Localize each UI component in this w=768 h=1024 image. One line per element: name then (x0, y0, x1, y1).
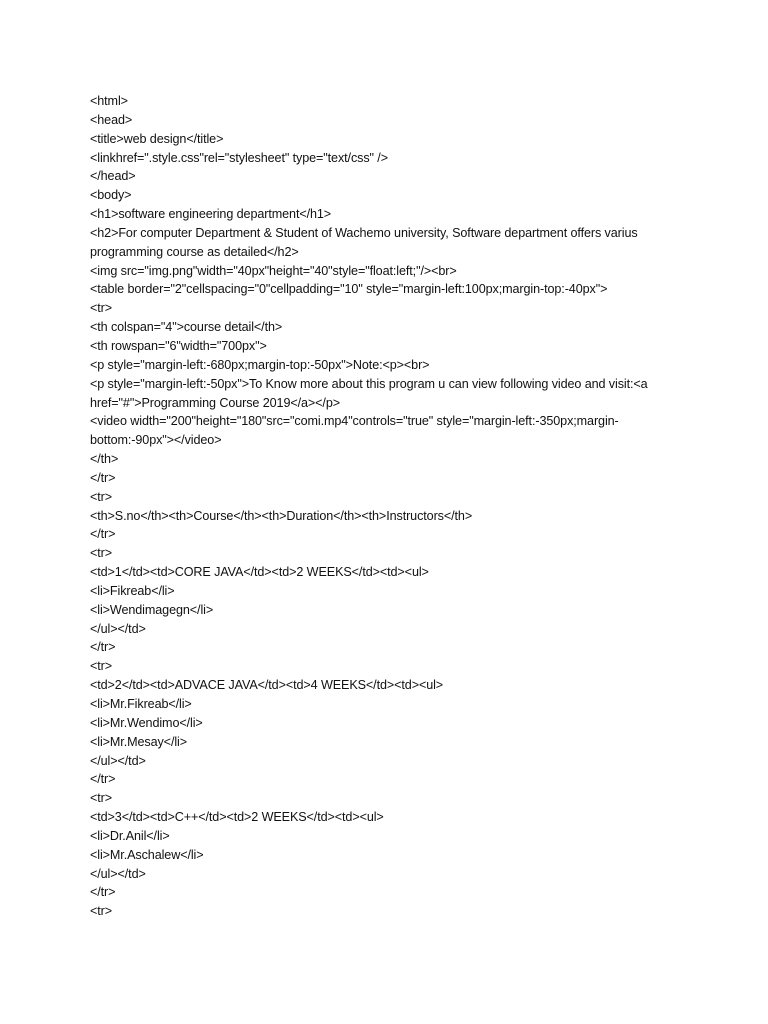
code-line: <li>Mr.Wendimo</li> (90, 715, 203, 730)
code-line: </tr> (90, 640, 116, 655)
code-line: </ul></td> (90, 621, 146, 636)
code-line: programming course as detailed</h2> (90, 244, 299, 259)
code-line: <h2>For computer Department & Student of Wachemo university, Software department offers varius (90, 225, 638, 240)
code-line: <li>Mr.Mesay</li> (90, 734, 187, 749)
code-line: <li>Mr.Aschalew</li> (90, 847, 204, 862)
code-line: <tr> (90, 659, 113, 674)
code-line: <p style="margin-left:-50px">To Know more about this program u can view following video and visit:<a (90, 376, 648, 391)
code-line: </tr> (90, 772, 116, 787)
code-line: <li>Wendimagegn</li> (90, 602, 214, 617)
code-line: <th>S.no</th><th>Course</th><th>Duration</th><th>Instructors</th> (90, 508, 473, 523)
code-line: <p style="margin-left:-680px;margin-top:-50px">Note:<p><br> (90, 357, 430, 372)
code-line: <li>Fikreab</li> (90, 583, 175, 598)
code-line: </th> (90, 452, 119, 467)
code-line: href="#">Programming Course 2019</a></p> (90, 395, 340, 410)
code-line: <title>web design</title> (90, 131, 224, 146)
code-listing (90, 92, 670, 921)
code-line: <li>Mr.Fikreab</li> (90, 697, 192, 711)
code-line: <head> (90, 112, 133, 127)
code-line: <td>1</td><td>CORE JAVA</td><td>2 WEEKS</td><td><ul> (90, 565, 429, 580)
code-line: <td>3</td><td>C++</td><td>2 WEEKS</td><td><ul> (90, 810, 384, 825)
code-line: <h1>software engineering department</h1> (90, 207, 332, 222)
code-line: </ul></td> (90, 753, 146, 768)
code-line: </tr> (90, 527, 116, 542)
code-line: bottom:-90px"></video> (90, 433, 222, 448)
code-line: </tr> (90, 470, 116, 485)
code-line: <table border="2"cellspacing="0"cellpadding="10" style="margin-left:100px;margin-top:-40px"> (90, 282, 608, 297)
code-line: </ul></td> (90, 866, 146, 881)
code-line: <tr> (90, 301, 113, 316)
code-line: <th colspan="4">course detail</th> (90, 320, 283, 335)
code-line: <td>2</td><td>ADVACE JAVA</td><td>4 WEEKS</td><td><ul> (90, 678, 444, 693)
code-line: <video width="200"height="180"src="comi.mp4"controls="true" style="margin-left:-350px;margin- (90, 414, 619, 429)
code-line: <tr> (90, 489, 113, 504)
code-line: <tr> (90, 546, 113, 561)
code-line: <li>Dr.Anil</li> (90, 828, 170, 843)
code-line: <img src="img.png"width="40px"height="40"style="float:left;"/><br> (90, 263, 457, 278)
code-line: </head> (90, 169, 136, 184)
code-line: <body> (90, 188, 132, 203)
code-line: <tr> (90, 904, 113, 919)
code-line: </tr> (90, 885, 116, 900)
code-line: <html> (90, 94, 128, 108)
code-line: <th rowspan="6"width="700px"> (90, 338, 267, 353)
code-line: <linkhref=".style.css"rel="stylesheet" type="text/css" /> (90, 150, 388, 165)
code-line: <tr> (90, 791, 113, 806)
